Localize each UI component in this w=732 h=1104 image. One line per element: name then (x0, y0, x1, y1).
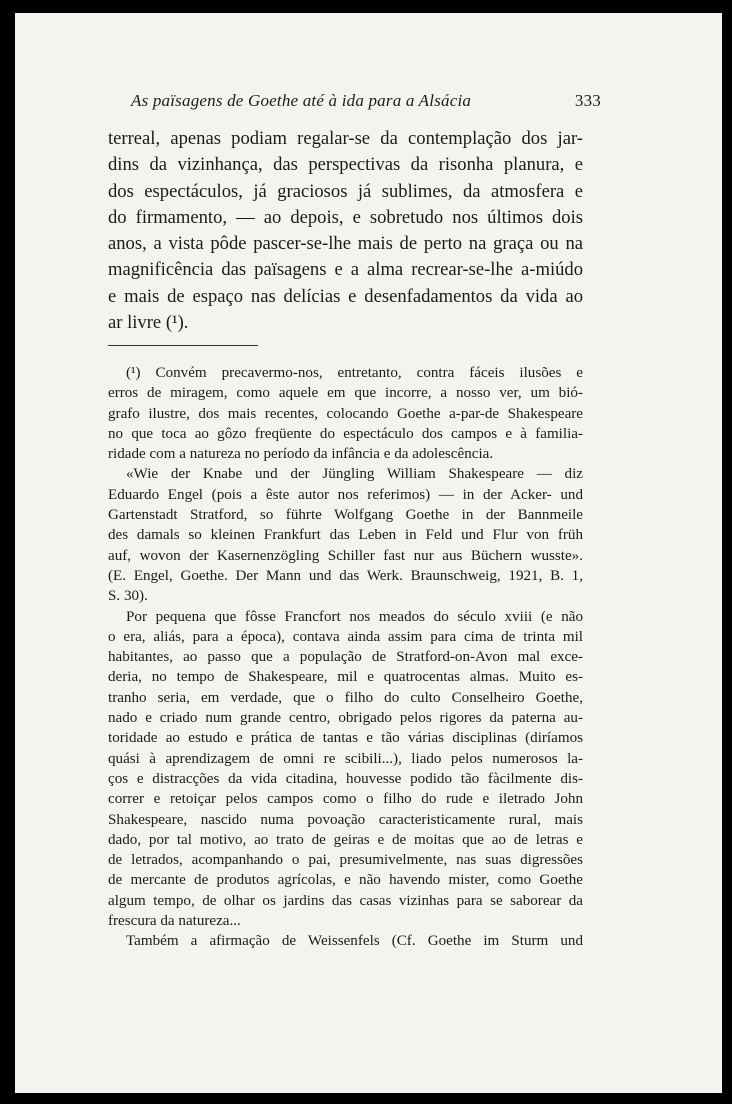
main-text (108, 126, 583, 336)
footnote-line: ços e distracções da vida citadina, houvesse podido tão fàcilmente dis- (108, 770, 583, 787)
footnote-line: S. 30). (108, 588, 148, 605)
footnote (108, 363, 583, 952)
footnote-line: «Wie der Knabe und der Jüngling William Shakespeare — diz (126, 466, 583, 483)
footnote-line: des damals so kleinen Frankfurt das Leben in Feld und Flur von früh (108, 527, 583, 544)
footnote-line: frescura da natureza... (108, 913, 241, 930)
footnote-line: (E. Engel, Goethe. Der Mann und das Werk. Braunschweig, 1921, B. 1, (108, 567, 583, 584)
text-line: e mais de espaço nas delícias e desenfadamentos da vida ao (108, 285, 583, 307)
footnote-line: Por pequena que fôsse Francfort nos meados do século xviii (e não (126, 608, 583, 625)
text-line: magnificência das païsagens e a alma recrear-se-lhe a-miúdo (108, 259, 583, 281)
footnote-line: habitantes, ao passo que a população de Stratford-on-Avon mal exce- (108, 649, 583, 666)
footnote-line: de mercante de produtos agrícolas, e não havendo mister, como Goethe (108, 872, 583, 889)
footnote-line: ridade com a natureza no período da infância e da adolescência. (108, 446, 494, 463)
running-title: As païsagens de Goethe até à ida para a Alsácia (131, 91, 472, 110)
text-line: dos espectáculos, já graciosos já sublimes, da atmosfera e (108, 180, 583, 202)
footnote-line: erros de miragem, como aquele em que incorre, a nosso ver, um bió- (108, 385, 583, 402)
footnote-line: de letrados, acompanhando o pai, presumivelmente, nas suas digressões (108, 852, 583, 869)
footnote-line: Também a afirmação de Weissenfels (Cf. Goethe im Sturm und (126, 933, 583, 950)
text-line: do firmamento, — ao depois, e sobretudo nos últimos dois (108, 206, 583, 228)
footnote-line: correr e retoiçar pelos campos como o filho do rude e iletrado John (108, 791, 583, 808)
text-line: terreal, apenas podiam regalar-se da contemplação dos jar- (108, 128, 583, 149)
footnote-line: quási à aprendizagem de omni re scibili...), liado pelos numerosos la- (108, 750, 583, 767)
footnote-separator (108, 345, 258, 346)
text-line: ar livre (¹). (108, 312, 189, 334)
page-number: 333 (574, 91, 601, 110)
text-line: anos, a vista pôde pascer-se-lhe mais de perto na graça ou na (108, 233, 583, 255)
footnote-line: dado, por tal motivo, ao trato de geiras e de moitas que ao de letras e (108, 831, 583, 848)
footnote-line: deria, no tempo de Shakespeare, mil e quatrocentas almas. Muito es- (108, 669, 583, 686)
text-line: dins da vizinhança, das perspectivas da risonha planura, e (108, 154, 583, 176)
footnote-line: algum tempo, de olhar os jardins das casas vizinhas para se saborear da (108, 892, 583, 909)
footnote-line: Gartenstadt Stratford, so führte Wolfgang Goethe in der Bannmeile (108, 507, 583, 524)
footnote-line: no que toca ao gôzo freqüente do espectáculo dos campos e à familia- (108, 425, 583, 442)
footnote-line: toridade ao estudo e prática de tantas e tão várias disciplinas (diríamos (108, 730, 583, 747)
footnote-line: tranho seria, em verdade, que o filho do culto Conselheiro Goethe, (108, 689, 583, 706)
footnote-line: Eduardo Engel (pois a êste autor nos referimos) — in der Acker- und (108, 486, 583, 503)
footnote-line: Shakespeare, nascido numa povoação caracteristicamente rural, mais (108, 811, 583, 828)
footnote-line: auf, wovon der Kasernenzögling Schiller fast nur aus Büchern wusste». (108, 547, 583, 564)
footnote-line: (¹) Convém precavermo-nos, entretanto, contra fáceis ilusões e (126, 365, 583, 381)
footnote-line: o era, aliás, para a época), contava ainda assim para cima de trinta mil (108, 628, 583, 645)
footnote-line: grafo ilustre, dos mais recentes, colocando Goethe a-par-de Shakespeare (108, 405, 583, 422)
footnote-line: nado e criado num grande centro, obrigado pelos rigores da paterna au- (108, 710, 583, 727)
running-header (131, 91, 601, 111)
